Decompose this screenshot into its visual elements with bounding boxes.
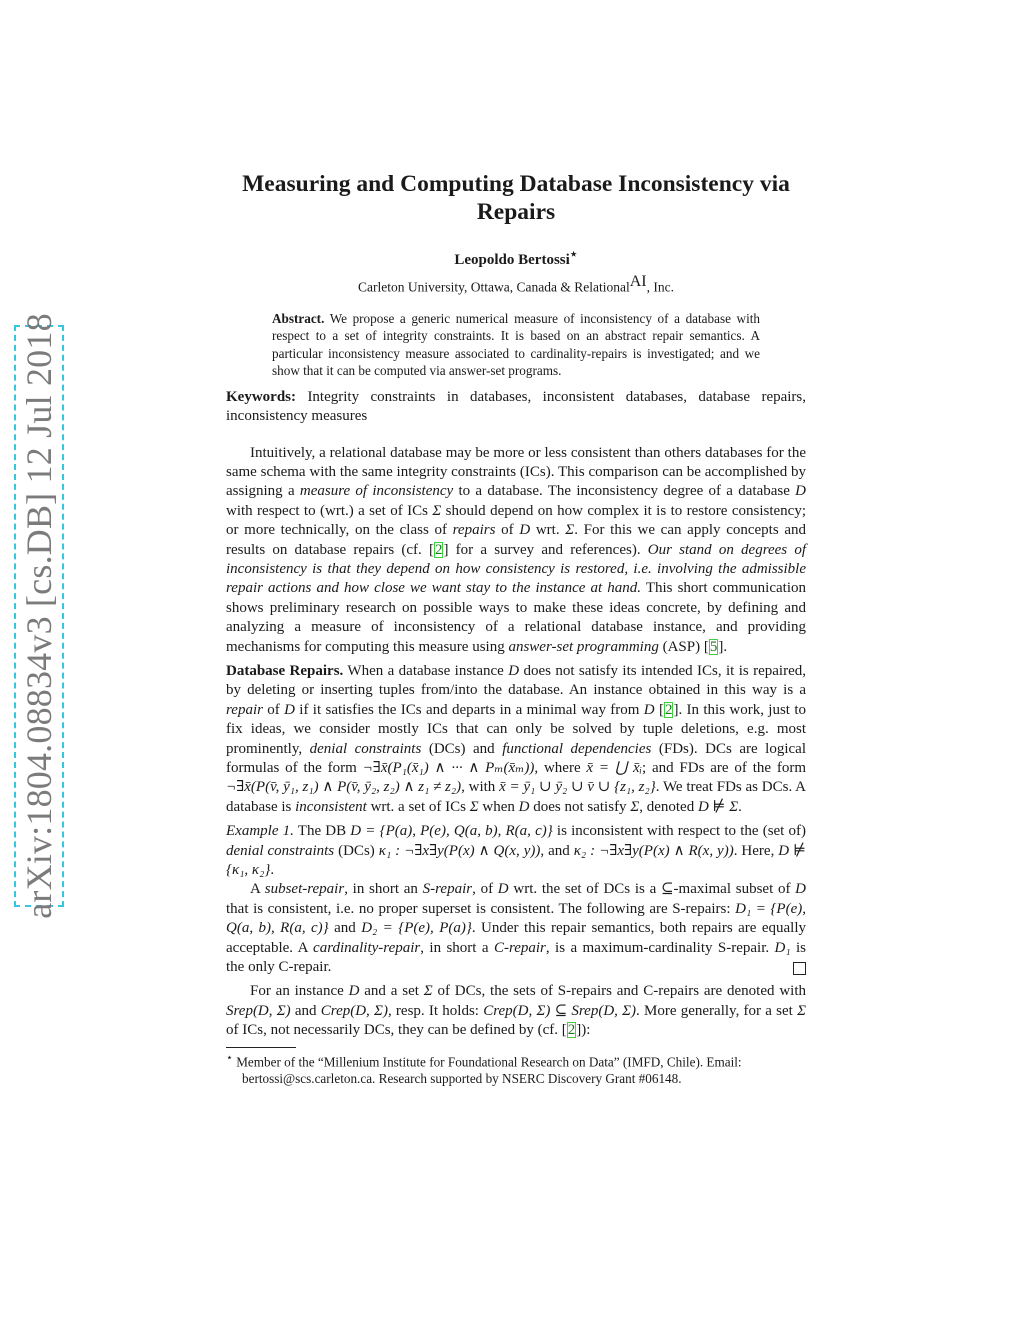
author-footnote-mark: ⋆: [569, 247, 578, 261]
paper-page: [226, 170, 806, 1087]
intro-paragraph: Intuitively, a relational database may be more or less consistent than others databases for the same schema with the same integrity constraints (ICs). This comparison can be accomplished by assigning a measure of inconsistency to a database. The inconsistency degree of a database D with respect to (wrt.) a set of ICs Σ should depend on how complex it is to restore consistency; or more technically, on the class of repairs of D wrt. Σ. For this we can apply concepts and results on database repairs (cf. [2] for a survey and references). Our stand on degrees of inconsistency is that they depend on how consistency is restored, i.e. involving the admissible repair actions and how close we want stay to the instance at hand. This short communication shows preliminary research on possible ways to make these ideas concrete, by defining and analyzing a measure of inconsistency of a relational database instance, and providing mechanisms for computing this measure using answer-set programming (ASP) [5].: [226, 444, 807, 655]
abstract: [272, 310, 760, 380]
repair-sets-paragraph: For an instance D and a set Σ of DCs, the sets of S-repairs and C-repairs are denoted with Srep(D, Σ) and Crep(D, Σ), resp. It holds: Crep(D, Σ) ⊆ Srep(D, Σ). More generally, for a set Σ of ICs, not necessarily DCs, they can be defined by (cf. [2]):: [226, 983, 806, 1039]
section-heading: Database Repairs.: [226, 662, 344, 679]
example-paragraph: Example 1. The DB D = {P(a), P(e), Q(a, b), R(a, c)} is inconsistent with respect to the (set of) denial constraints (DCs) κ₁ : ¬∃x∃y(P(x) ∧ Q(x, y)), and κ₂ : ¬∃x∃y(P(x) ∧ R(x, y)). Here, D ⊭ {κ₁, κ₂}.: [226, 823, 807, 879]
example-label: Example 1.: [226, 823, 294, 840]
arxiv-sidebar: [14, 313, 64, 919]
citation-link[interactable]: 2: [664, 701, 673, 718]
citation-link[interactable]: 2: [434, 541, 443, 558]
affiliation: Carleton University, Ottawa, Canada & Relational$^{AI}$, Inc.: [358, 273, 674, 295]
keywords-text: Integrity constraints in databases, inconsistent databases, database repairs, inconsistency measures: [226, 388, 807, 424]
keywords: [226, 388, 806, 426]
citation-link[interactable]: 5: [709, 638, 718, 655]
subset-repair-paragraph: A subset-repair, in short an S-repair, of D wrt. the set of DCs is a ⊆-maximal subset of D that is consistent, i.e. no proper superset is consistent. The following are S-repairs: D₁ = {P(e), Q(a, b), R(a, c)} and D₂ = {P(e), P(a)}. Under this repair semantics, both repairs are equally acceptable. A cardinality-repair, in short a C-repair, is a maximum-cardinality S-repair. D₁ is the only C-repair.: [226, 881, 807, 976]
abstract-text: We propose a generic numerical measure of inconsistency of a database with respect to a set of integrity constraints. It is based on an abstract repair semantics. A particular inconsistency measure associated to cardinality-repairs is investigated; and we show that it can be computed via answer-set programs.: [272, 310, 760, 378]
footnote-divider: [226, 1047, 296, 1048]
repairs-paragraph: Database Repairs. When a database instance D does not satisfy its intended ICs, it is repaired, by deleting or inserting tuples from/into the database. An instance obtained in this way is a repair of D if it satisfies the ICs and departs in a minimal way from D [2]. In this work, just to fix ideas, we consider mostly ICs that can only be solved by tuple deletions, e.g. most prominently, denial constraints (DCs) and functional dependencies (FDs). DCs are logical formulas of the form ¬∃x̄(P₁(x̄₁) ∧ ··· ∧ Pₘ(x̄ₘ)), where x̄ = ⋃ x̄ᵢ; and FDs are of the form ¬∃x̄(P(v̄, ȳ₁, z₁) ∧ P(v̄, ȳ₂, z₂) ∧ z₁ ≠ z₂), with x̄ = ȳ₁ ∪ ȳ₂ ∪ v̄ ∪ {z₁, z₂}. We treat FDs as DCs. A database is inconsistent wrt. a set of ICs Σ when D does not satisfy Σ, denoted D ⊭ Σ.: [226, 662, 806, 815]
author-name: Leopoldo Bertossi⋆: [454, 247, 578, 268]
citation-link[interactable]: 2: [567, 1022, 576, 1039]
keywords-label: Keywords:: [226, 388, 296, 405]
paper-title: Measuring and Computing Database Inconsistency via Repairs: [242, 171, 790, 225]
arxiv-id: arXiv:1804.08834v3 [cs.DB] 12 Jul 2018: [19, 313, 59, 919]
abstract-label: Abstract.: [272, 310, 325, 326]
footnote: ⋆ Member of the “Millenium Institute for Foundational Research on Data” (IMFD, Chile). Email: bertossi@scs.carleton.ca. Research supported by NSERC Discovery Grant #06148.: [226, 1051, 742, 1087]
qed-box-icon: [793, 962, 806, 975]
